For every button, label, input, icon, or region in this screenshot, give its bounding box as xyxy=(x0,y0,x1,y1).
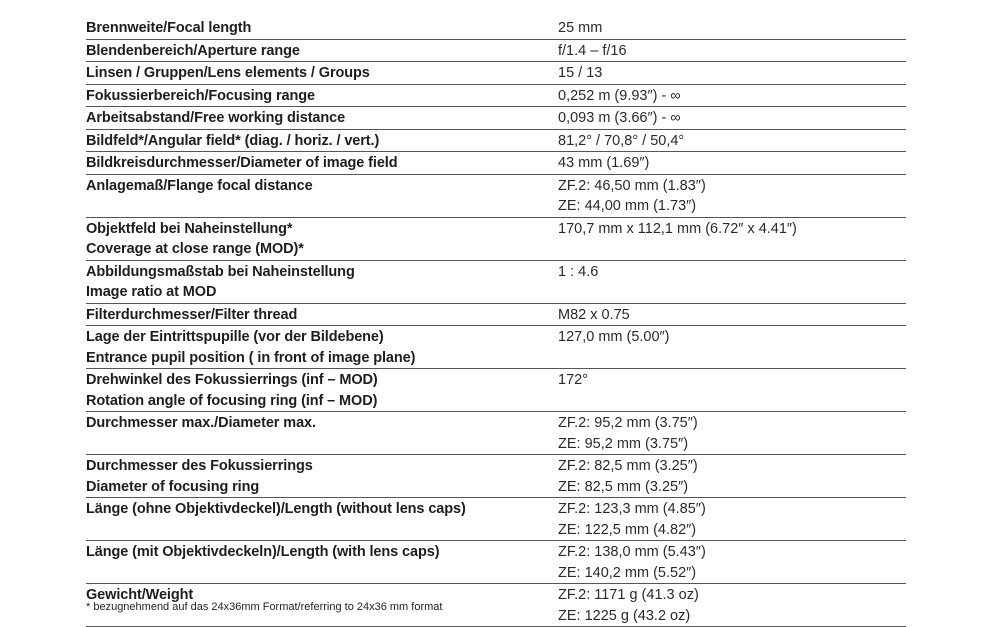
spec-value: 43 mm (1.69″) xyxy=(558,155,650,171)
spec-value-cell xyxy=(558,152,906,175)
spec-value: 170,7 mm x 112,1 mm (6.72″ x 4.41″) xyxy=(558,220,797,237)
spec-value-cell xyxy=(558,541,906,584)
spec-row xyxy=(86,17,906,39)
spec-value-cell xyxy=(558,455,906,498)
spec-value: ZE: 44,00 mm (1.73″) xyxy=(558,198,697,214)
spec-label: Länge (ohne Objektivdeckel)/Length (without lens caps) xyxy=(86,501,466,517)
spec-row xyxy=(86,455,906,498)
spec-value-cell xyxy=(558,498,906,541)
spec-value: ZF.2: 138,0 mm (5.43″) xyxy=(558,544,706,560)
spec-value: ZE: 95,2 mm (3.75″) xyxy=(558,435,689,452)
spec-label-cell xyxy=(86,455,558,498)
spec-value: 81,2° / 70,8° / 50,4° xyxy=(558,132,685,149)
spec-label-cell xyxy=(86,369,558,412)
spec-label: Arbeitsabstand/Free working distance xyxy=(86,110,346,126)
spec-value-cell xyxy=(558,84,906,107)
spec-table-body xyxy=(86,17,906,627)
spec-value: 1 : 4.6 xyxy=(558,263,599,280)
spec-label: Bildfeld*/Angular field* (diag. / horiz. / vert.) xyxy=(86,132,380,149)
spec-label-cell xyxy=(86,39,558,62)
spec-row xyxy=(86,326,906,369)
spec-value: ZF.2: 1171 g (41.3 oz) xyxy=(558,587,699,603)
spec-value-cell xyxy=(558,369,906,412)
spec-value: 172° xyxy=(558,372,588,388)
spec-value-cell xyxy=(558,62,906,85)
spec-row xyxy=(86,174,906,217)
spec-label: Brennweite/Focal length xyxy=(86,20,252,36)
spec-label-cell xyxy=(86,84,558,107)
spec-row xyxy=(86,498,906,541)
spec-value: ZE: 1225 g (43.2 oz) xyxy=(558,607,691,624)
spec-label: Coverage at close range (MOD)* xyxy=(86,241,304,257)
spec-row xyxy=(86,412,906,455)
spec-label: Linsen / Gruppen/Lens elements / Groups xyxy=(86,65,370,81)
spec-label: Blendenbereich/Aperture range xyxy=(86,42,300,59)
spec-label-cell xyxy=(86,62,558,85)
spec-label: Image ratio at MOD xyxy=(86,284,217,300)
spec-label: Lage der Eintrittspupille (vor der Bildebene) xyxy=(86,329,384,345)
spec-value-cell xyxy=(558,260,906,303)
spec-label-cell xyxy=(86,498,558,541)
spec-value-cell xyxy=(558,107,906,130)
spec-value-cell xyxy=(558,303,906,326)
spec-row xyxy=(86,369,906,412)
spec-label-cell xyxy=(86,217,558,260)
spec-row xyxy=(86,541,906,584)
spec-value-cell xyxy=(558,326,906,369)
spec-value-cell xyxy=(558,412,906,455)
spec-row xyxy=(86,84,906,107)
spec-label: Länge (mit Objektivdeckeln)/Length (with lens caps) xyxy=(86,544,440,560)
spec-value: 15 / 13 xyxy=(558,65,603,81)
footnote: * bezugnehmend auf das 24x36mm Format/referring to 24x36 mm format xyxy=(86,601,443,613)
spec-value: ZE: 140,2 mm (5.52″) xyxy=(558,564,697,581)
spec-value: 127,0 mm (5.00″) xyxy=(558,329,670,345)
spec-label: Abbildungsmaßstab bei Naheinstellung xyxy=(86,263,355,280)
spec-label-cell xyxy=(86,107,558,130)
spec-row xyxy=(86,152,906,175)
spec-row xyxy=(86,107,906,130)
spec-table xyxy=(86,17,906,627)
spec-value: ZE: 82,5 mm (3.25″) xyxy=(558,478,689,495)
spec-label: Anlagemaß/Flange focal distance xyxy=(86,177,313,194)
spec-label: Fokussierbereich/Focusing range xyxy=(86,87,315,104)
spec-value: M82 x 0.75 xyxy=(558,306,630,323)
spec-label-cell xyxy=(86,303,558,326)
spec-label: Gewicht/Weight xyxy=(86,587,194,603)
spec-row xyxy=(86,39,906,62)
spec-value: ZF.2: 82,5 mm (3.25″) xyxy=(558,458,698,474)
spec-value-cell xyxy=(558,17,906,39)
spec-row xyxy=(86,129,906,152)
spec-value: f/1.4 – f/16 xyxy=(558,42,627,59)
spec-label-cell xyxy=(86,152,558,175)
spec-value: ZF.2: 95,2 mm (3.75″) xyxy=(558,415,698,431)
spec-label-cell xyxy=(86,326,558,369)
spec-label-cell xyxy=(86,129,558,152)
spec-row xyxy=(86,260,906,303)
spec-value: ZF.2: 46,50 mm (1.83″) xyxy=(558,177,706,194)
spec-label: Rotation angle of focusing ring (inf – MOD) xyxy=(86,392,378,409)
spec-label-cell xyxy=(86,174,558,217)
spec-label: Bildkreisdurchmesser/Diameter of image field xyxy=(86,155,398,171)
spec-label: Objektfeld bei Naheinstellung* xyxy=(86,220,293,237)
spec-label-cell xyxy=(86,541,558,584)
spec-label: Durchmesser des Fokussierrings xyxy=(86,458,313,474)
spec-value: ZF.2: 123,3 mm (4.85″) xyxy=(558,501,706,517)
spec-label-cell xyxy=(86,412,558,455)
spec-row xyxy=(86,62,906,85)
spec-label-cell xyxy=(86,17,558,39)
spec-value-cell xyxy=(558,584,906,627)
spec-value: 0,093 m (3.66″) - ∞ xyxy=(558,110,681,126)
spec-label-cell xyxy=(86,260,558,303)
spec-row xyxy=(86,303,906,326)
spec-label: Drehwinkel des Fokussierrings (inf – MOD) xyxy=(86,372,378,388)
spec-row xyxy=(86,217,906,260)
spec-value: 25 mm xyxy=(558,20,603,36)
spec-value-cell xyxy=(558,39,906,62)
spec-value-cell xyxy=(558,129,906,152)
spec-label: Entrance pupil position ( in front of image plane) xyxy=(86,349,416,366)
spec-value: ZE: 122,5 mm (4.82″) xyxy=(558,521,697,538)
spec-sheet xyxy=(86,17,906,627)
spec-value-cell xyxy=(558,217,906,260)
spec-label: Diameter of focusing ring xyxy=(86,478,260,495)
spec-label: Durchmesser max./Diameter max. xyxy=(86,415,316,431)
spec-value: 0,252 m (9.93″) - ∞ xyxy=(558,87,681,104)
spec-label: Filterdurchmesser/Filter thread xyxy=(86,306,298,323)
spec-value-cell xyxy=(558,174,906,217)
